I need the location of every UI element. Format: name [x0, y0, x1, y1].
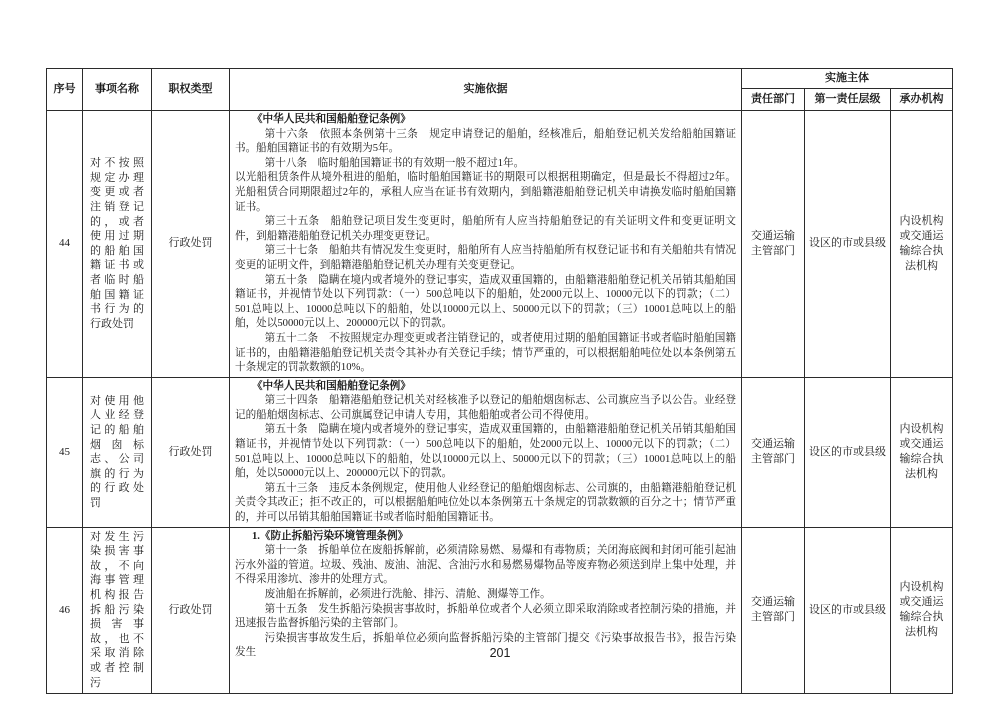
- law-title: 1.《防止拆船污染环境管理条例》: [251, 530, 409, 542]
- col-header-seq: 序号: [47, 69, 83, 111]
- level-cell: 设区的市或县级: [805, 527, 891, 694]
- law-paragraph: 第十一条 拆船单位在废船拆解前，必须清除易燃、易爆和有毒物质；关闭海底阀和封闭可能引起油污水外溢的管道。垃圾、残油、废油、油泥、含油污水和易燃易爆物品等废弃物必须送到岸上集中处理，并不得采用渗坑、渗井的处理方式。: [235, 545, 736, 586]
- law-paragraph: 第十八条 临时船舶国籍证书的有效期一般不超过1年。: [264, 157, 525, 169]
- law-paragraph: 第五十二条 不按照规定办理变更或者注销登记的，或者使用过期的船舶国籍证书或者临时船舶国籍证书的，由船籍港船舶登记机关责令其补办有关登记手续；情节严重的，可以根据船舶吨位处以本条例第五十条规定的罚款数额的10%。: [235, 332, 736, 374]
- dept-cell: 交通运输主管部门: [742, 377, 805, 527]
- power-matrix-table: [46, 68, 953, 694]
- law-paragraph: 第五十三条 违反本条例规定，使用他人业经登记的船舶烟囱标志、公司旗的，由船籍港船舶登记机关责令其改正；拒不改正的，可以根据船舶吨位处以本条例第五十条规定的罚款数额的百分之十；情节严重的，并可以吊销其船舶国籍证书或者临时船舶国籍证书。: [235, 482, 736, 524]
- seq-cell: 46: [47, 527, 83, 694]
- law-paragraph: 第三十七条 船舶共有情况发生变更时，船舶所有人应当持船舶所有权登记证书和有关船舶共有情况变更的证明文件，到船籍港船舶登记机关办理有关变更登记。: [235, 245, 736, 271]
- page-number: 201: [489, 646, 511, 660]
- agency-cell: 内设机构或交通运输综合执法机构: [891, 527, 953, 694]
- seq-cell: 44: [47, 111, 83, 378]
- law-paragraph: 污染损害事故发生后，拆船单位必须向监督拆船污染的主管部门提交《污染事故报告书》，报告污染发生: [235, 632, 736, 659]
- table-row-46: [47, 527, 953, 694]
- law-title: 《中华人民共和国船舶登记条例》: [251, 380, 411, 392]
- col-header-agency: 承办机构: [891, 89, 953, 111]
- law-paragraph: 第三十五条 船舶登记项目发生变更时，船舶所有人应当持船舶登记的有关证明文件和变更证明文件，到船籍港船舶登记机关办理变更登记。: [235, 216, 736, 242]
- level-cell: 设区的市或县级: [805, 111, 891, 378]
- agency-cell: 内设机构或交通运输综合执法机构: [891, 377, 953, 527]
- law-title: 《中华人民共和国船舶登记条例》: [251, 114, 411, 125]
- item-name-cell: 对发生污染损害事故，不向海事管理机构报告拆船污染损害事故，也不采取消除或者控制污: [83, 527, 152, 694]
- power-type-cell: 行政处罚: [152, 111, 230, 378]
- basis-cell: [230, 377, 742, 527]
- agency-cell: 内设机构或交通运输综合执法机构: [891, 111, 953, 378]
- power-type-cell: 行政处罚: [152, 377, 230, 527]
- dept-cell: 交通运输主管部门: [742, 111, 805, 378]
- col-header-level: 第一责任层级: [805, 89, 891, 111]
- law-paragraph: 第五十条 隐瞒在境内或者境外的登记事实，造成双重国籍的，由船籍港船舶登记机关吊销其船舶国籍证书，并视情节处以下列罚款：（一）500总吨以下的船舶，处2000元以上、10000元以下的罚款；（二）501总吨以上、10000总吨以下的船舶，处以10000元以上、50000元以下的罚款；（三）10001总吨以上的船舶，处以50000元以上、200000元以下的罚款。: [235, 424, 736, 480]
- law-paragraph: 以光船租赁条件从境外租进的船舶，临时船舶国籍证书的期限可以根据租期确定，但是最长不得超过2年。光船租赁合同期限超过2年的，承租人应当在证书有效期内，到船籍港船舶登记机关申请换发临时船舶国籍证书。: [235, 172, 736, 213]
- seq-cell: 45: [47, 377, 83, 527]
- col-header-power-type: 职权类型: [152, 69, 230, 111]
- law-paragraph: 废油船在拆解前，必须进行洗舱、排污、清舱、测爆等工作。: [264, 589, 551, 600]
- table-row-44: [47, 111, 953, 378]
- col-header-subject: 实施主体: [742, 69, 953, 89]
- basis-cell: [230, 111, 742, 378]
- table-row-45: [47, 377, 953, 527]
- power-type-cell: 行政处罚: [152, 527, 230, 694]
- basis-cell: [230, 527, 742, 694]
- level-cell: 设区的市或县级: [805, 377, 891, 527]
- item-name-cell: 对使用他人业经登记的船舶烟囱标志、公司旗的行为的行政处罚: [83, 377, 152, 527]
- law-paragraph: 第十五条 发生拆船污染损害事故时，拆船单位或者个人必须立即采取消除或者控制污染的措施，并迅速报告监督拆船污染的主管部门。: [235, 603, 736, 630]
- law-paragraph: 第五十条 隐瞒在境内或者境外的登记事实，造成双重国籍的，由船籍港船舶登记机关吊销其船舶国籍证书，并视情节处以下列罚款：（一）500总吨以下的船舶，处2000元以上、10000元以下的罚款；（二）501总吨以上、10000总吨以下的船舶，处以10000元以上、50000元以下的罚款；（三）10001总吨以上的船舶，处以50000元以上、200000元以下的罚款。: [235, 274, 736, 330]
- header-row-top: [47, 69, 953, 89]
- col-header-item-name: 事项名称: [83, 69, 152, 111]
- law-paragraph: 第三十四条 船籍港船舶登记机关对经核准予以登记的船舶烟囱标志、公司旗应当予以公告。业经登记的船舶烟囱标志、公司旗属登记申请人专用，其他船舶或者公司不得使用。: [235, 395, 736, 421]
- col-header-dept: 责任部门: [742, 89, 805, 111]
- dept-cell: 交通运输主管部门: [742, 527, 805, 694]
- law-paragraph: 第十六条 依照本条例第十三条 规定申请登记的船舶，经核准后，船舶登记机关发给船舶国籍证书。船舶国籍证书的有效期为5年。: [235, 128, 736, 155]
- item-name-cell: 对不按照规定办理变更或者注销登记的，或者使用过期的船舶国籍证书或者临时船舶国籍证书行为的行政处罚: [83, 111, 152, 378]
- col-header-basis: 实施依据: [230, 69, 742, 111]
